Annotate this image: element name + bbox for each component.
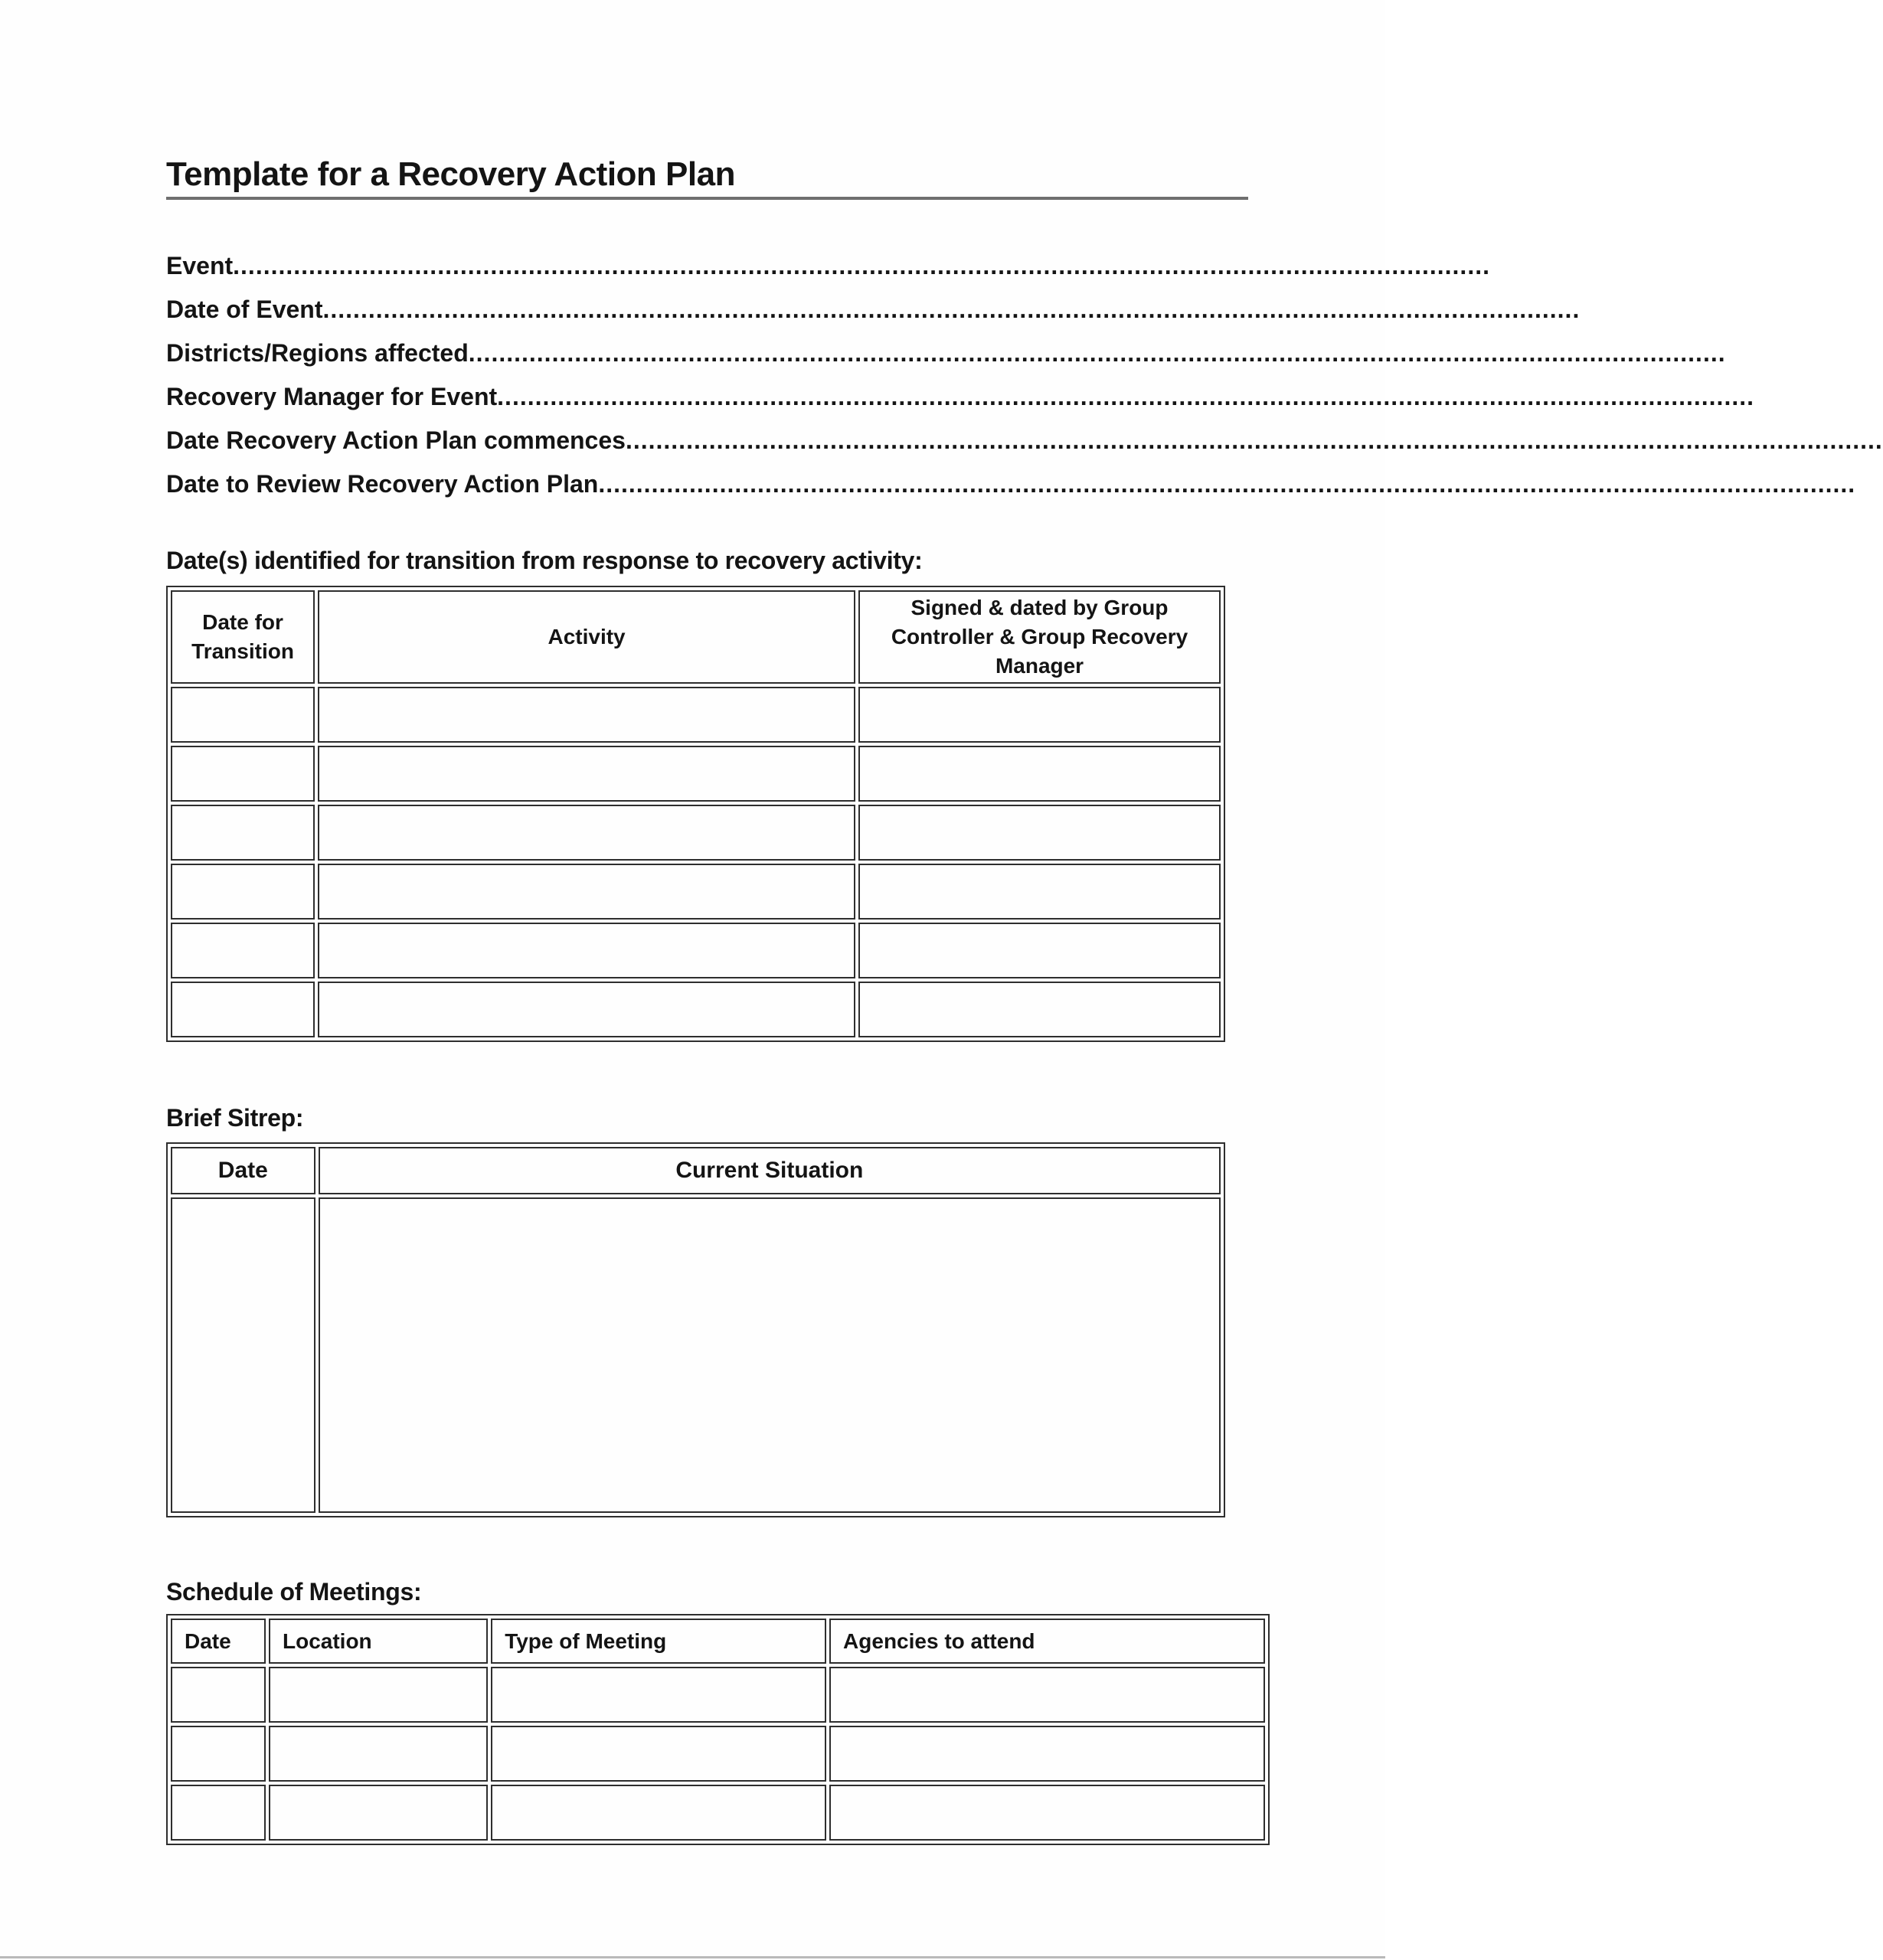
empty-cell xyxy=(171,864,315,920)
empty-cell xyxy=(858,982,1221,1037)
table-row xyxy=(171,1197,1221,1513)
page-title: Template for a Recovery Action Plan xyxy=(166,156,1248,200)
empty-cell xyxy=(829,1785,1265,1841)
column-header-date-for-transition: Date for Transition xyxy=(171,590,315,684)
header-row xyxy=(171,590,1221,684)
column-header-signed-dated: Signed & dated by Group Controller & Group Recovery Manager xyxy=(858,590,1221,684)
empty-cell xyxy=(491,1726,826,1782)
transition-dates-table xyxy=(166,586,1225,1042)
table-row xyxy=(171,982,1221,1037)
empty-cell xyxy=(318,805,855,861)
dotted-leader: ...................................................................................................................................................................... xyxy=(497,383,1754,411)
dotted-leader: ...................................................................................................................................................................... xyxy=(598,470,1856,498)
empty-cell xyxy=(171,1726,266,1782)
brief-sitrep-table xyxy=(166,1142,1225,1517)
section-heading-schedule-of-meetings: Schedule of Meetings: xyxy=(166,1578,422,1606)
field-label: Date Recovery Action Plan commences xyxy=(166,426,626,455)
empty-cell xyxy=(491,1667,826,1723)
dotted-leader: ...................................................................................................................................................................... xyxy=(468,339,1726,368)
dotted-leader: ...................................................................................................................................................................... xyxy=(233,252,1490,280)
empty-cell xyxy=(269,1785,488,1841)
empty-cell xyxy=(171,982,315,1037)
empty-cell xyxy=(318,923,855,978)
empty-cell xyxy=(829,1726,1265,1782)
field-label: Event xyxy=(166,252,234,280)
field-row-event xyxy=(166,244,1490,288)
transition-table-body xyxy=(171,687,1221,1037)
table-row xyxy=(171,1726,1265,1782)
table-row xyxy=(171,923,1221,978)
field-label: Districts/Regions affected xyxy=(166,339,469,368)
field-label: Date to Review Recovery Action Plan xyxy=(166,470,599,498)
fill-in-fields xyxy=(166,244,1883,506)
header-row xyxy=(171,1147,1221,1194)
empty-cell xyxy=(318,864,855,920)
empty-cell xyxy=(171,805,315,861)
empty-cell xyxy=(318,687,855,743)
empty-cell xyxy=(269,1667,488,1723)
empty-cell xyxy=(858,805,1221,861)
empty-cell xyxy=(171,923,315,978)
table-row xyxy=(171,746,1221,802)
field-row-recovery-manager xyxy=(166,375,1754,419)
field-label: Date of Event xyxy=(166,296,323,324)
field-row-plan-review xyxy=(166,462,1856,506)
table-row xyxy=(171,1785,1265,1841)
empty-cell xyxy=(171,1667,266,1723)
column-header-activity: Activity xyxy=(318,590,855,684)
schedule-of-meetings-table xyxy=(166,1614,1270,1845)
column-header-current-situation: Current Situation xyxy=(319,1147,1221,1194)
empty-cell xyxy=(171,1785,266,1841)
column-header-type-of-meeting: Type of Meeting xyxy=(491,1619,826,1664)
section-heading-brief-sitrep: Brief Sitrep: xyxy=(166,1104,304,1132)
dotted-leader: ...................................................................................................................................................................... xyxy=(322,296,1581,324)
empty-cell xyxy=(858,687,1221,743)
empty-cell xyxy=(171,746,315,802)
empty-cell xyxy=(319,1197,1221,1513)
empty-cell xyxy=(491,1785,826,1841)
column-header-date: Date xyxy=(171,1147,315,1194)
empty-cell xyxy=(171,1197,315,1513)
header-row xyxy=(171,1619,1265,1664)
sitrep-table-body xyxy=(171,1197,1221,1513)
section-heading-transition-dates: Date(s) identified for transition from response to recovery activity: xyxy=(166,547,923,575)
empty-cell xyxy=(858,746,1221,802)
dotted-leader: ...................................................................................................................................................................... xyxy=(625,426,1883,455)
table-row xyxy=(171,864,1221,920)
empty-cell xyxy=(318,746,855,802)
table-row xyxy=(171,1667,1265,1723)
column-header-date: Date xyxy=(171,1619,266,1664)
field-row-districts-regions xyxy=(166,332,1726,375)
column-header-agencies-to-attend: Agencies to attend xyxy=(829,1619,1265,1664)
field-row-plan-commences xyxy=(166,419,1883,462)
empty-cell xyxy=(318,982,855,1037)
empty-cell xyxy=(171,687,315,743)
empty-cell xyxy=(858,923,1221,978)
column-header-location: Location xyxy=(269,1619,488,1664)
scan-edge-artifact xyxy=(0,1956,1385,1958)
empty-cell xyxy=(269,1726,488,1782)
field-row-date-of-event xyxy=(166,288,1581,332)
table-row xyxy=(171,687,1221,743)
empty-cell xyxy=(858,864,1221,920)
field-label: Recovery Manager for Event xyxy=(166,383,498,411)
meetings-table-body xyxy=(171,1667,1265,1841)
table-row xyxy=(171,805,1221,861)
empty-cell xyxy=(829,1667,1265,1723)
